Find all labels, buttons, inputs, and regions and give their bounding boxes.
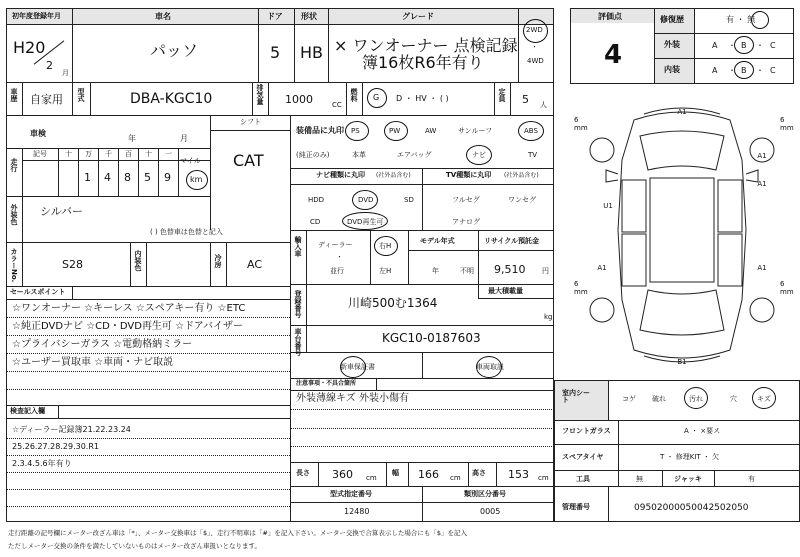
reg-no: 川崎500む1364 bbox=[348, 296, 438, 310]
class-no: 0005 bbox=[480, 507, 501, 516]
shaken-year-unit: 年 bbox=[128, 134, 136, 143]
aircon-label: 冷房 bbox=[214, 254, 222, 268]
mark-a1-right-rear: A1 bbox=[757, 264, 767, 272]
import-dealer: ディーラー bbox=[318, 241, 353, 249]
type-no-label: 型式指定番号 bbox=[330, 490, 372, 498]
seat-hole: 穴 bbox=[730, 395, 737, 403]
interior-dot2: ・ bbox=[756, 66, 764, 75]
selling-point-3: ☆プライバシーガラス ☆電動格納ミラー bbox=[12, 339, 193, 350]
color: シルバー bbox=[40, 205, 83, 218]
tire-fr-value: 6 bbox=[780, 116, 785, 124]
navi-type-sub: (社外品含む) bbox=[376, 172, 411, 179]
navi-dvd: DVD bbox=[358, 196, 374, 204]
notes: 外装薄線キズ 外装小傷有 bbox=[296, 393, 409, 404]
tire-fl-unit: mm bbox=[574, 124, 588, 132]
width-label: 幅 bbox=[392, 469, 399, 477]
tire-rl-value: 6 bbox=[574, 280, 579, 288]
selling-point-1: ☆ワンオーナー ☆キーレス ☆スペアキー有り ☆ETC bbox=[12, 303, 246, 314]
displacement-label: 排気量 bbox=[256, 84, 264, 105]
person-unit: 人 bbox=[540, 101, 547, 109]
repair-label: 修復歴 bbox=[660, 15, 684, 24]
interior-color-label: 内装色 bbox=[134, 250, 142, 271]
tire-fl-value: 6 bbox=[574, 116, 579, 124]
height-label: 高さ bbox=[472, 469, 486, 477]
chassis-label: 車台番号 bbox=[294, 328, 302, 356]
month-unit: 月 bbox=[62, 69, 69, 77]
tv-oneseg: ワンセグ bbox=[508, 196, 536, 204]
model-year-unit: 年 bbox=[432, 267, 439, 275]
seat-dirt: 汚れ bbox=[689, 395, 703, 403]
tire-rl-unit: mm bbox=[574, 288, 588, 296]
grade-line1: × ワンオーナー 点検記録 bbox=[334, 36, 518, 55]
shape: HB bbox=[300, 43, 324, 62]
selling-point-4: ☆ユーザー買取車 ☆車両・ナビ取説 bbox=[12, 357, 174, 368]
shaken-month-unit: 月 bbox=[180, 134, 188, 143]
manual: 車両取説 bbox=[476, 363, 504, 371]
model: DBA-KGC10 bbox=[130, 91, 213, 107]
recycle-label: リサイクル預託金 bbox=[484, 237, 540, 245]
model-label: 型式 bbox=[77, 88, 85, 102]
equipment-label: 装備品に丸印 bbox=[296, 126, 344, 135]
mileage-digit-5: 9 bbox=[164, 171, 171, 184]
jack-label: ジャッキ bbox=[674, 475, 702, 483]
eq-pw: PW bbox=[389, 127, 401, 135]
import-label: 輸入車 bbox=[294, 236, 302, 257]
exterior-dot1: ・ bbox=[728, 41, 736, 50]
interior-dot1: ・ bbox=[728, 66, 736, 75]
eq-navi: ナビ bbox=[472, 151, 486, 159]
new-warranty: 新車保証書 bbox=[340, 363, 375, 371]
model-year-value: 不明 bbox=[460, 267, 474, 275]
seat-label: 室内シート bbox=[562, 389, 590, 404]
exterior-c: C bbox=[770, 41, 776, 50]
tv-type-label: TV種類に丸印 bbox=[446, 171, 492, 179]
reg-year: H20 bbox=[13, 38, 46, 57]
mile-label: マイル bbox=[180, 157, 201, 165]
digit-label-0: 十 bbox=[65, 150, 72, 158]
import-parallel: 並行 bbox=[330, 267, 344, 275]
digit-label-2: 千 bbox=[105, 150, 112, 158]
shaken-label: 車検 bbox=[30, 129, 46, 138]
equipment-sub: (純正のみ) bbox=[296, 151, 330, 159]
recycle-value: 9,510 bbox=[494, 263, 526, 276]
reg-month: 2 bbox=[46, 59, 53, 72]
grade-label: グレード bbox=[402, 12, 434, 21]
width-cm: cm bbox=[450, 474, 461, 482]
displacement: 1000 bbox=[285, 93, 313, 106]
doors: 5 bbox=[270, 43, 281, 62]
notes-label: 注意事項・不具合箇所 bbox=[296, 380, 357, 387]
exterior-a: A bbox=[712, 41, 718, 50]
fuel-options: D ・ HV ・ ( ) bbox=[396, 94, 449, 103]
interior-b: B bbox=[741, 66, 747, 75]
length-cm: cm bbox=[366, 474, 377, 482]
navi-dvd-play: DVD再生可 bbox=[347, 218, 384, 226]
digit-label-1: 万 bbox=[85, 150, 92, 158]
tools-label: 工具 bbox=[576, 475, 590, 483]
car-name-label: 車名 bbox=[155, 12, 171, 21]
repair-none-circle bbox=[751, 11, 769, 29]
handle-right: 右H bbox=[379, 242, 392, 250]
color-no-label: カラーNo. bbox=[10, 248, 18, 283]
model-year-label: モデル年式 bbox=[420, 237, 455, 245]
fuel-g: G bbox=[373, 93, 380, 102]
mark-a1-left-rear: A1 bbox=[597, 264, 607, 272]
shift: CAT bbox=[233, 151, 264, 170]
import-dot: ・ bbox=[336, 253, 343, 261]
mark-b1-rear: B1 bbox=[677, 358, 687, 366]
reg-year-label: 初年度登録年月 bbox=[12, 12, 61, 20]
kg-unit: kg bbox=[544, 313, 553, 321]
tire-rr-unit: mm bbox=[780, 288, 794, 296]
navi-type-label: ナビ種類に丸印 bbox=[316, 171, 365, 179]
windshield-label: フロントガラス bbox=[562, 427, 611, 435]
mileage-digit-4: 5 bbox=[144, 171, 151, 184]
mileage-label: 走行 bbox=[10, 158, 18, 172]
footer-line-2: ただしメーター交換の条件を満たしていないものはメーター改ざん車扱いとなります。 bbox=[8, 542, 261, 550]
seat-kogu: コゲ bbox=[622, 395, 636, 403]
eq-sunroof: サンルーフ bbox=[458, 127, 493, 135]
mgmt-label: 管理番号 bbox=[562, 503, 590, 511]
eq-tv: TV bbox=[528, 151, 538, 159]
tire-rr-value: 6 bbox=[780, 280, 785, 288]
shape-label: 形状 bbox=[301, 12, 317, 21]
exterior-b: B bbox=[741, 41, 747, 50]
inspection-line-3: 2.3.4.5.6年有り bbox=[12, 459, 72, 468]
usage: 自家用 bbox=[30, 93, 63, 106]
km-unit: km bbox=[190, 175, 203, 184]
mgmt-value: 09502000050042502050 bbox=[634, 503, 749, 513]
reg-no-label: 登録番号 bbox=[294, 290, 302, 318]
height-cm: cm bbox=[538, 474, 549, 482]
navi-cd: CD bbox=[310, 218, 321, 226]
car-name: パッソ bbox=[150, 41, 199, 60]
selling-point-2: ☆純正DVDナビ ☆CD・DVD再生可 ☆ドアバイザー bbox=[12, 321, 243, 332]
inspection-line-1: ☆ディーラー記録簿21.22.23.24 bbox=[12, 425, 131, 434]
mark-a1-right-1: A1 bbox=[757, 152, 767, 160]
tv-fullseg: フルセグ bbox=[452, 196, 480, 204]
color-note: ( ) 色替車は色替と記入 bbox=[150, 228, 223, 236]
tv-type-sub: (社外品含む) bbox=[504, 172, 539, 179]
score-label: 評価点 bbox=[598, 12, 622, 21]
eq-ps: PS bbox=[351, 127, 360, 135]
drive-dot: ・ bbox=[531, 43, 538, 51]
eq-leather: 本革 bbox=[352, 151, 366, 159]
color-label: 外装色 bbox=[10, 204, 18, 225]
chassis-no: KGC10-0187603 bbox=[382, 331, 481, 345]
handle-left: 左H bbox=[379, 267, 392, 275]
grade-line2: 簿16枚R6年有り bbox=[362, 53, 484, 72]
interior-label: 内装 bbox=[664, 65, 680, 74]
tools-value: 無 bbox=[636, 475, 643, 483]
doors-label: ドア bbox=[267, 12, 283, 21]
spare-label: スペアタイヤ bbox=[562, 453, 604, 461]
length-label: 長さ bbox=[296, 469, 310, 477]
mileage-digit-3: 8 bbox=[124, 171, 131, 184]
fuel-label: 燃料 bbox=[350, 88, 358, 102]
interior-c: C bbox=[770, 66, 776, 75]
digit-label-3: 百 bbox=[125, 150, 132, 158]
score: 4 bbox=[604, 40, 623, 70]
seat-scratch: キズ bbox=[757, 395, 771, 403]
kigo-label: 記号 bbox=[33, 150, 47, 158]
usage-label: 車歴 bbox=[10, 88, 18, 102]
mark-a1-right-2: A1 bbox=[757, 180, 767, 188]
exterior-label: 外装 bbox=[664, 40, 680, 49]
spare-value: T ・ 修理KIT ・ 欠 bbox=[660, 453, 720, 461]
inspection-line-2: 25.26.27.28.29.30.R1 bbox=[12, 442, 99, 451]
tire-fr-unit: mm bbox=[780, 124, 794, 132]
yen-unit: 円 bbox=[542, 267, 549, 275]
jack-value: 有 bbox=[748, 475, 755, 483]
car-damage-diagram bbox=[566, 100, 798, 370]
eq-airbag: エアバッグ bbox=[397, 151, 432, 159]
inspection-label: 検査記入欄 bbox=[10, 407, 45, 415]
footer-line-1: 走行距離の記号欄にメーター改ざん車は「*」、メーター交換車は「$」、走行不明車は「#」を記入下さい。メーター交換で合算表示した場合にも「$」を記入 bbox=[8, 529, 467, 537]
seat-yabure: 破れ bbox=[652, 395, 666, 403]
width: 166 bbox=[418, 468, 439, 481]
mark-u1-left: U1 bbox=[603, 202, 613, 210]
navi-sd: SD bbox=[404, 196, 414, 204]
digit-label-5: 一 bbox=[165, 150, 172, 158]
interior-a: A bbox=[712, 66, 718, 75]
shift-label: シフト bbox=[240, 118, 261, 126]
mileage-digit-2: 4 bbox=[104, 171, 111, 184]
cc-unit: CC bbox=[332, 101, 342, 109]
repair-options: 有 ・ 無 bbox=[726, 15, 756, 24]
drive-2wd: 2WD bbox=[526, 26, 543, 34]
max-load-label: 最大積載量 bbox=[488, 287, 523, 295]
selling-points-label: セールスポイント bbox=[10, 288, 66, 296]
length: 360 bbox=[332, 468, 353, 481]
color-no: S28 bbox=[62, 258, 83, 271]
class-no-label: 類別区分番号 bbox=[464, 490, 506, 498]
height: 153 bbox=[508, 468, 529, 481]
navi-hdd: HDD bbox=[308, 196, 325, 204]
capacity: 5 bbox=[522, 93, 529, 106]
type-no: 12480 bbox=[344, 507, 370, 516]
windshield-value: A ・ ×要ス bbox=[684, 427, 721, 435]
mark-a1-front: A1 bbox=[677, 108, 687, 116]
digit-label-4: 十 bbox=[145, 150, 152, 158]
eq-aw: AW bbox=[425, 127, 437, 135]
mileage-digit-1: 1 bbox=[84, 171, 91, 184]
exterior-dot2: ・ bbox=[756, 41, 764, 50]
drive-4wd: 4WD bbox=[527, 57, 544, 65]
capacity-label: 定員 bbox=[498, 88, 506, 102]
eq-abs: ABS bbox=[524, 127, 538, 135]
aircon: AC bbox=[247, 258, 263, 271]
tv-analog: アナログ bbox=[452, 218, 480, 226]
